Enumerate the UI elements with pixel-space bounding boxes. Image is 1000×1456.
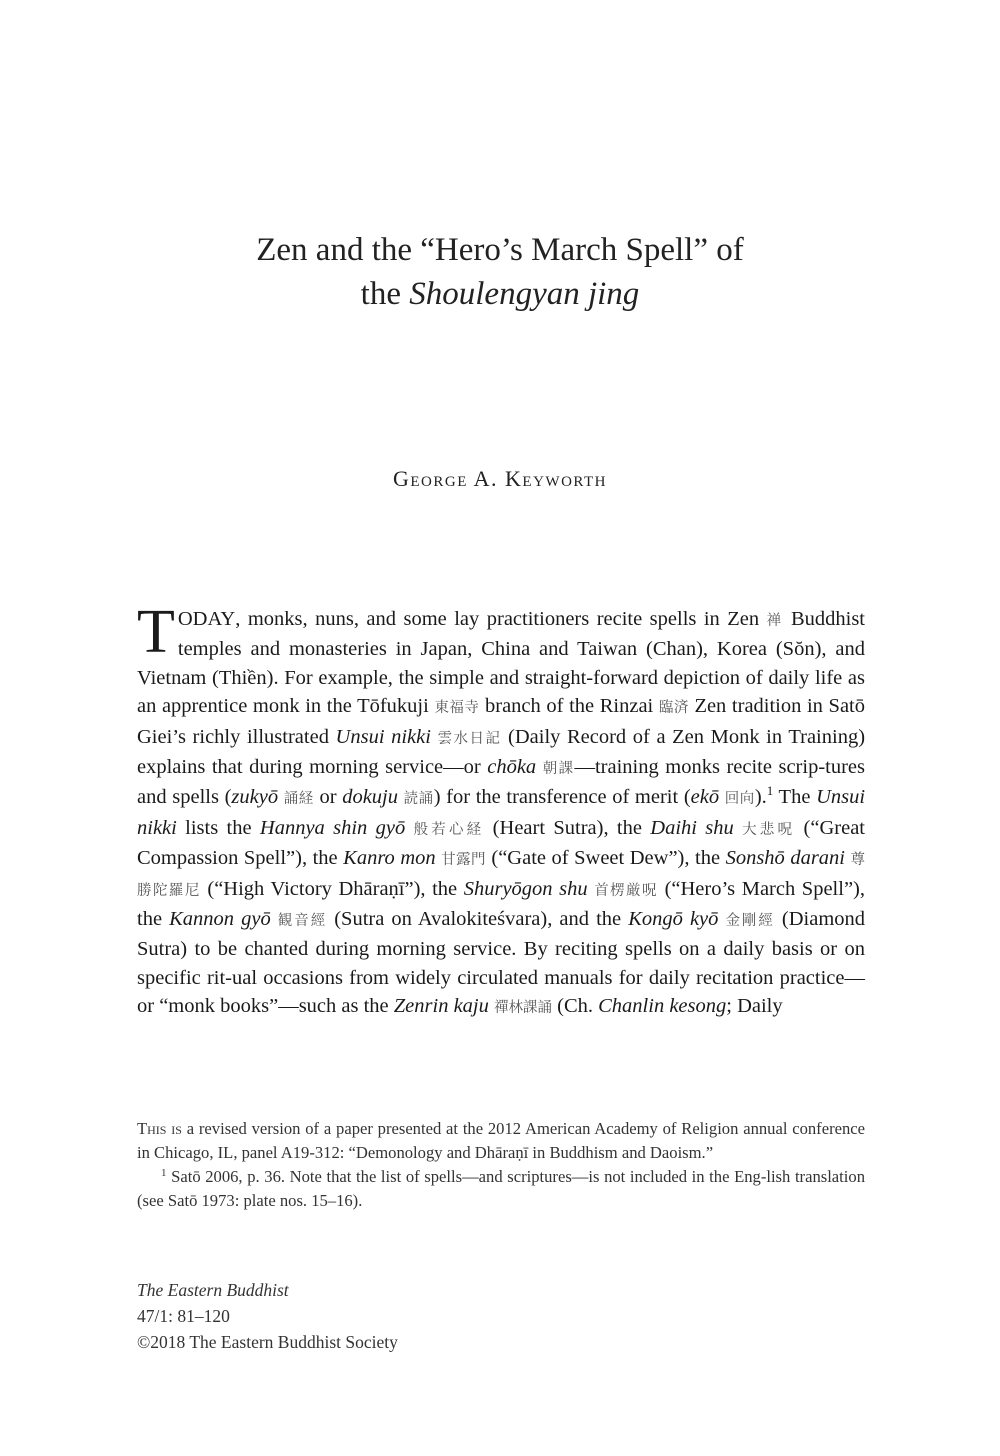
italic-term: ekō: [690, 786, 720, 809]
cjk-characters: 甘露門: [441, 852, 486, 869]
title-line-2: [0, 272, 1000, 316]
text-run: (“Great Compassion Spell”), the: [137, 816, 865, 870]
cjk-characters: 回向: [724, 791, 755, 808]
footnote-text: Satō 2006, p. 36. Note that the list of spells—and scriptures—is not included in the Eng-lish translation (see Satō 1973: plate nos. 15–16).: [137, 1167, 865, 1210]
italic-term: Kongō kyō: [628, 908, 719, 931]
text-run: (“Gate of Sweet Dew”), the: [485, 847, 726, 870]
journal-citation: [137, 1277, 398, 1329]
text-run: [431, 726, 438, 748]
text-run: (“Hero’s March Spell”), the: [137, 877, 865, 931]
cjk-characters: 首楞厳呪: [594, 882, 658, 899]
text-run: [405, 817, 413, 839]
cjk-characters: 観音經: [277, 913, 328, 930]
italic-term: Kannon gyō: [169, 908, 271, 931]
text-run: branch of the Rinzai: [479, 695, 659, 718]
note-lead-in: This is: [137, 1119, 182, 1138]
footnote-1: [137, 1165, 865, 1213]
cjk-characters: 禅: [766, 613, 784, 629]
italic-term: Kanro mon: [343, 847, 436, 870]
cjk-characters: 金剛經: [725, 913, 775, 930]
text-run: (Daily Record of a Zen Monk in Training) explains that during morning service—or: [137, 725, 866, 779]
italic-term: Zenrin kaju: [393, 995, 489, 1018]
journal-name: The Eastern Buddhist: [137, 1280, 289, 1300]
text-run: —training monks recite scrip-tures and spells (: [137, 756, 865, 809]
cjk-characters: 般若心経: [413, 821, 485, 838]
footnote-marker: 1: [766, 783, 774, 799]
small-caps-text: ODAY: [177, 608, 236, 630]
copyright-line: ©2018 The Eastern Buddhist Society: [137, 1332, 398, 1352]
body-text: [137, 598, 866, 1023]
text-run: (Sutra on Avalokiteśvara), and the: [327, 908, 629, 931]
cjk-characters: 誦経: [283, 791, 314, 808]
cjk-characters: 東福寺: [434, 700, 480, 717]
text-run: , monks, nuns, and some lay practitioners recite spells in Zen: [235, 608, 767, 630]
cjk-characters: 禪林課誦: [494, 1000, 552, 1017]
cjk-characters: 読誦: [403, 791, 434, 808]
title-line-1: Zen and the “Hero’s March Spell” of: [256, 232, 744, 268]
text-run: (Diamond Sutra) to be chanted during morning service. By reciting spells on a daily basis or on specific rit-ual occasions from widely circulated manuals for daily recitation practice—or “monk books”—such as the: [137, 908, 866, 1018]
text-run: (Ch.: [552, 995, 599, 1018]
cjk-characters: 朝課: [542, 761, 575, 778]
text-run: [271, 908, 278, 930]
text-run: The: [773, 786, 817, 809]
text-run: Buddhist temples and monasteries in Japan, China and Taiwan (Chan), Korea (Sŏn), and Vietnam (Thiền). For example, the simple and straight-forward depiction of daily life as an apprentice monk in the Tōfukuji: [137, 608, 866, 718]
footnotes: [137, 1117, 865, 1213]
italic-term: Daihi shu: [650, 816, 734, 839]
author-name: George A. Keyworth: [392, 466, 608, 491]
text-run: [734, 817, 742, 839]
cjk-characters: 臨済: [658, 700, 689, 717]
italic-term: dokuju: [342, 786, 398, 809]
title-line-2-prefix: the: [360, 276, 410, 312]
italic-term: zukyō: [231, 786, 279, 809]
text-run: (“High Victory Dhāraṇī”), the: [200, 877, 464, 900]
drop-cap: T: [137, 598, 175, 666]
cjk-characters: 雲水日記: [437, 730, 502, 747]
opening-paragraph: [137, 598, 866, 1023]
italic-term: Unsui nikki: [137, 786, 866, 839]
text-run: (Heart Sutra), the: [484, 816, 651, 839]
text-run: ) for the transference of merit (: [433, 786, 691, 809]
italic-term: Shuryōgon shu: [463, 877, 588, 900]
journal-info: [137, 1277, 398, 1355]
acknowledgement-note: [137, 1117, 865, 1165]
text-run: lists the: [176, 816, 260, 839]
paragraph-text: [137, 608, 865, 1017]
text-run: ).: [754, 786, 767, 809]
italic-term: Hannya shin gyō: [259, 816, 406, 839]
title-work-name: Shoulengyan jing: [409, 276, 640, 312]
text-run: Zen tradition in Satō Giei’s richly illustrated: [137, 695, 865, 748]
text-run: or: [313, 786, 343, 809]
italic-term: chōka: [487, 756, 537, 779]
cjk-characters: 大悲呪: [742, 821, 796, 838]
note-text: a revised version of a paper presented at the 2012 American Academy of Religion annual conference in Chicago, IL, panel A19-312: “Demonology and Dhāraṇī in Buddhism and Daoism.”: [137, 1119, 865, 1162]
italic-term: Sonshō darani: [725, 847, 845, 870]
italic-term: Chanlin kesong: [598, 995, 727, 1018]
text-run: ; Daily: [726, 995, 783, 1018]
cjk-characters: 尊勝陀羅尼: [137, 852, 866, 899]
italic-term: Unsui nikki: [335, 725, 431, 748]
article-title: [0, 228, 1000, 316]
journal-issue: 47/1: 81–120: [137, 1306, 230, 1326]
footnote-number: 1: [161, 1167, 167, 1179]
